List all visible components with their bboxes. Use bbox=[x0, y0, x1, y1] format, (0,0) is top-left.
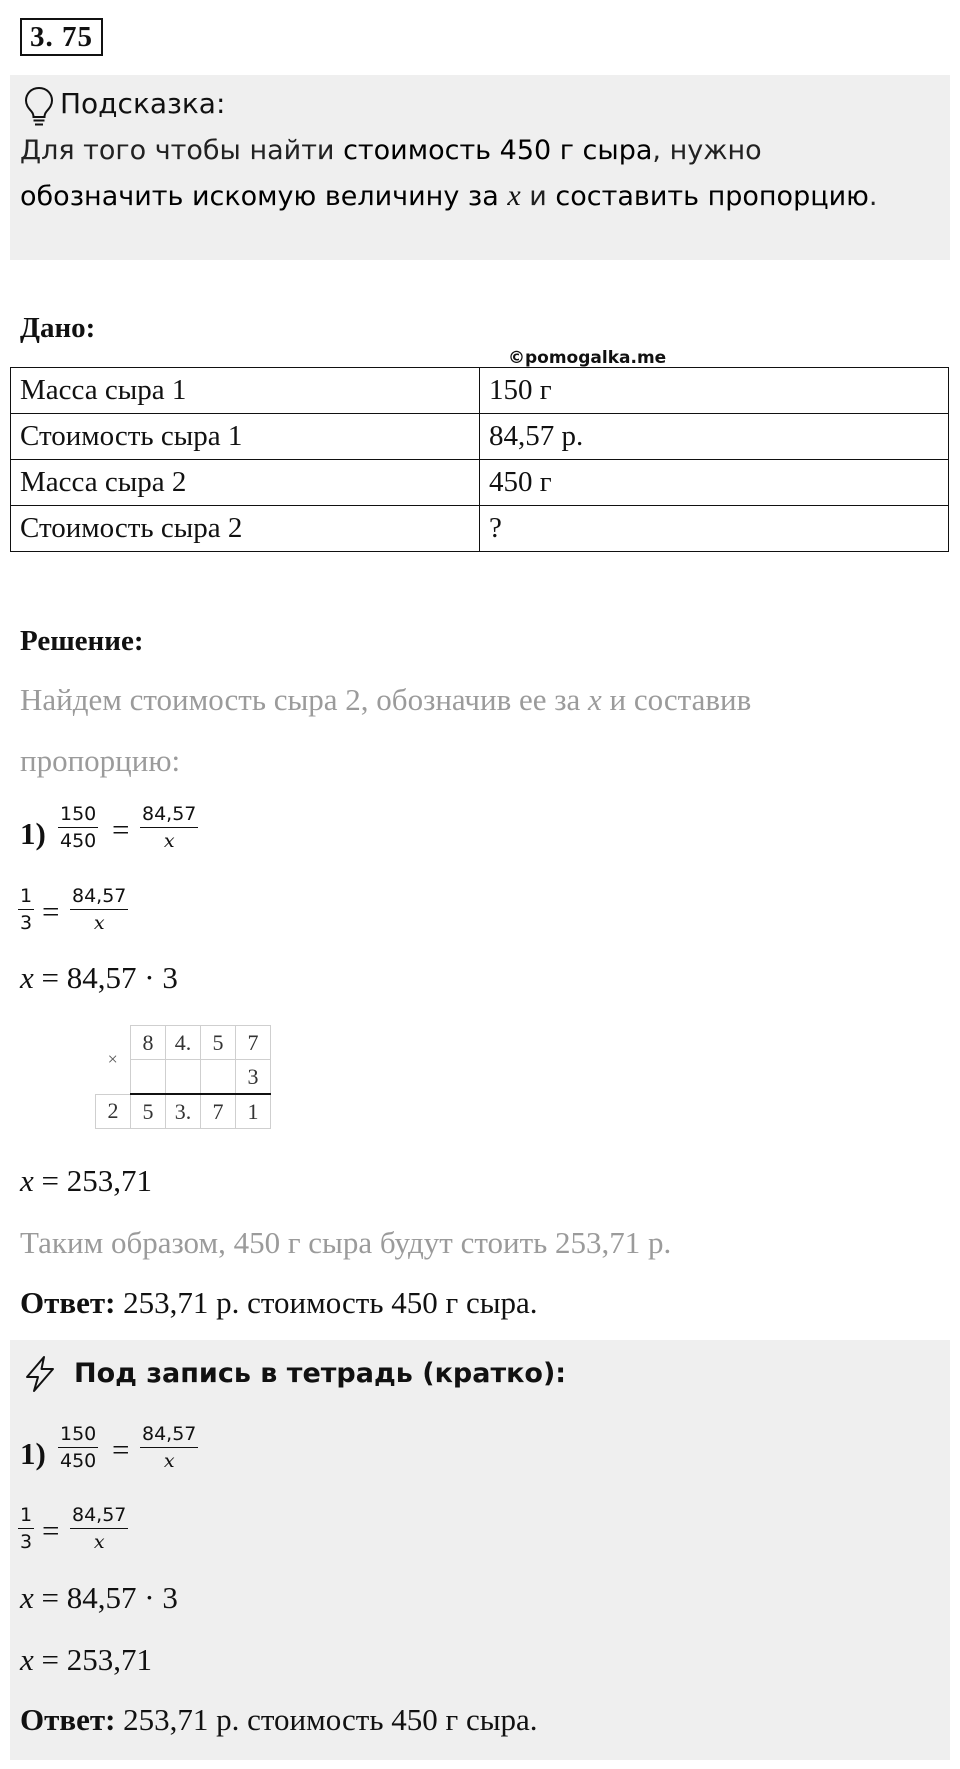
fraction bbox=[140, 803, 198, 852]
fraction-numerator: 1 bbox=[18, 885, 34, 910]
fraction-numerator: 150 bbox=[58, 1423, 98, 1448]
expression: = 84,57 · 3 bbox=[33, 1580, 178, 1615]
fraction bbox=[140, 1423, 198, 1472]
lightbulb-icon bbox=[22, 85, 56, 129]
digit-cell: 7 bbox=[201, 1094, 236, 1129]
solution-label: Решение: bbox=[20, 625, 144, 657]
intro-variable: x bbox=[588, 682, 602, 717]
digit-cell: 5 bbox=[131, 1094, 166, 1129]
table-cell-name: Стоимость сыра 1 bbox=[11, 414, 480, 460]
watermark: ©pomogalka.me bbox=[508, 348, 667, 368]
hint-text: и bbox=[520, 181, 556, 212]
equals-sign: = bbox=[42, 894, 60, 929]
variable: x bbox=[20, 960, 34, 995]
hint-text: Для того чтобы найти bbox=[20, 135, 344, 166]
notebook-box bbox=[10, 1340, 950, 1760]
intro-text: Найдем стоимость сыра 2, обозначив ее за bbox=[20, 682, 589, 717]
digit-cell: 1 bbox=[236, 1094, 271, 1129]
table-row bbox=[96, 1026, 271, 1060]
table-cell-name: Стоимость сыра 2 bbox=[11, 506, 480, 552]
fraction-numerator: 84,57 bbox=[70, 1504, 128, 1529]
equals-sign: = bbox=[42, 1513, 60, 1548]
fraction-denominator: x bbox=[163, 1450, 175, 1472]
answer bbox=[20, 1285, 538, 1321]
table-row bbox=[11, 460, 949, 506]
hint-highlight: составить пропорцию bbox=[555, 181, 869, 212]
table-row bbox=[11, 368, 949, 414]
hint-text: . bbox=[868, 181, 878, 212]
fraction-denominator: x bbox=[163, 830, 175, 852]
fraction-denominator: 450 bbox=[60, 1450, 97, 1472]
table-row bbox=[11, 506, 949, 552]
problem-number: 3. 75 bbox=[20, 18, 103, 56]
hint-highlight: стоимость 450 г сыра bbox=[343, 135, 653, 166]
table-cell-value: ? bbox=[480, 506, 949, 552]
fraction-numerator: 84,57 bbox=[70, 885, 128, 910]
digit-cell: 3 bbox=[236, 1060, 271, 1095]
variable: x bbox=[20, 1642, 34, 1677]
expression: = 84,57 · 3 bbox=[33, 960, 178, 995]
multiplication-equation bbox=[20, 960, 178, 996]
step-number: 1) bbox=[20, 816, 46, 851]
equals-sign: = bbox=[112, 812, 130, 847]
hint-title: Подсказка: bbox=[60, 87, 226, 120]
column-multiplication bbox=[95, 1025, 271, 1129]
fraction-numerator: 84,57 bbox=[140, 803, 198, 828]
digit-cell: 8 bbox=[131, 1026, 166, 1060]
given-table bbox=[10, 367, 949, 552]
multiply-sign: × bbox=[96, 1026, 131, 1095]
conclusion: Таким образом, 450 г сыра будут стоить 253,71 р. bbox=[20, 1225, 672, 1260]
hint-box bbox=[10, 75, 950, 260]
table-cell-value: 84,57 р. bbox=[480, 414, 949, 460]
fraction-denominator: 3 bbox=[20, 912, 33, 934]
fraction-denominator: x bbox=[93, 912, 105, 934]
digit-cell: 7 bbox=[236, 1026, 271, 1060]
fraction bbox=[58, 1423, 98, 1472]
hint-highlight: обозначить искомую величину за bbox=[20, 181, 508, 212]
fraction bbox=[70, 1504, 128, 1553]
expression: = 253,71 bbox=[33, 1163, 152, 1198]
digit-cell: 2 bbox=[96, 1094, 131, 1129]
digit-cell bbox=[201, 1060, 236, 1095]
answer-label: Ответ: bbox=[20, 1285, 116, 1320]
table-cell-name: Масса сыра 1 bbox=[11, 368, 480, 414]
fraction-denominator: 3 bbox=[20, 1531, 33, 1553]
multiplication-equation bbox=[20, 1580, 178, 1616]
hint-line-2 bbox=[20, 179, 877, 213]
lightning-icon bbox=[22, 1354, 58, 1394]
hint-text: , нужно bbox=[652, 135, 762, 166]
digit-cell bbox=[131, 1060, 166, 1095]
fraction bbox=[58, 803, 98, 852]
fraction-numerator: 84,57 bbox=[140, 1423, 198, 1448]
equals-sign: = bbox=[112, 1432, 130, 1467]
answer bbox=[20, 1702, 538, 1738]
solution-intro-line-1 bbox=[20, 682, 751, 718]
given-label: Дано: bbox=[20, 312, 96, 344]
result-equation bbox=[20, 1642, 152, 1678]
hint-line-1 bbox=[20, 135, 762, 166]
fraction-numerator: 1 bbox=[18, 1504, 34, 1529]
digit-cell: 5 bbox=[201, 1026, 236, 1060]
answer-text: 253,71 р. стоимость 450 г сыра. bbox=[115, 1285, 538, 1320]
digit-cell bbox=[166, 1060, 201, 1095]
hint-variable: x bbox=[507, 179, 521, 212]
step-number: 1) bbox=[20, 1436, 46, 1471]
table-row bbox=[11, 414, 949, 460]
fraction-numerator: 150 bbox=[58, 803, 98, 828]
digit-cell: 3. bbox=[166, 1094, 201, 1129]
result-equation bbox=[20, 1163, 152, 1199]
answer-text: 253,71 р. стоимость 450 г сыра. bbox=[115, 1702, 538, 1737]
variable: x bbox=[20, 1163, 34, 1198]
notebook-title: Под запись в тетрадь (кратко): bbox=[74, 1358, 567, 1389]
fraction-denominator: x bbox=[93, 1531, 105, 1553]
expression: = 253,71 bbox=[33, 1642, 152, 1677]
solution-intro-line-2: пропорцию: bbox=[20, 743, 181, 778]
fraction bbox=[18, 1504, 34, 1553]
variable: x bbox=[20, 1580, 34, 1615]
answer-label: Ответ: bbox=[20, 1702, 116, 1737]
digit-cell: 4. bbox=[166, 1026, 201, 1060]
fraction-denominator: 450 bbox=[60, 830, 97, 852]
table-cell-value: 450 г bbox=[480, 460, 949, 506]
table-cell-value: 150 г bbox=[480, 368, 949, 414]
table-row bbox=[96, 1094, 271, 1129]
intro-text: и составив bbox=[601, 682, 752, 717]
fraction bbox=[70, 885, 128, 934]
fraction bbox=[18, 885, 34, 934]
table-cell-name: Масса сыра 2 bbox=[11, 460, 480, 506]
